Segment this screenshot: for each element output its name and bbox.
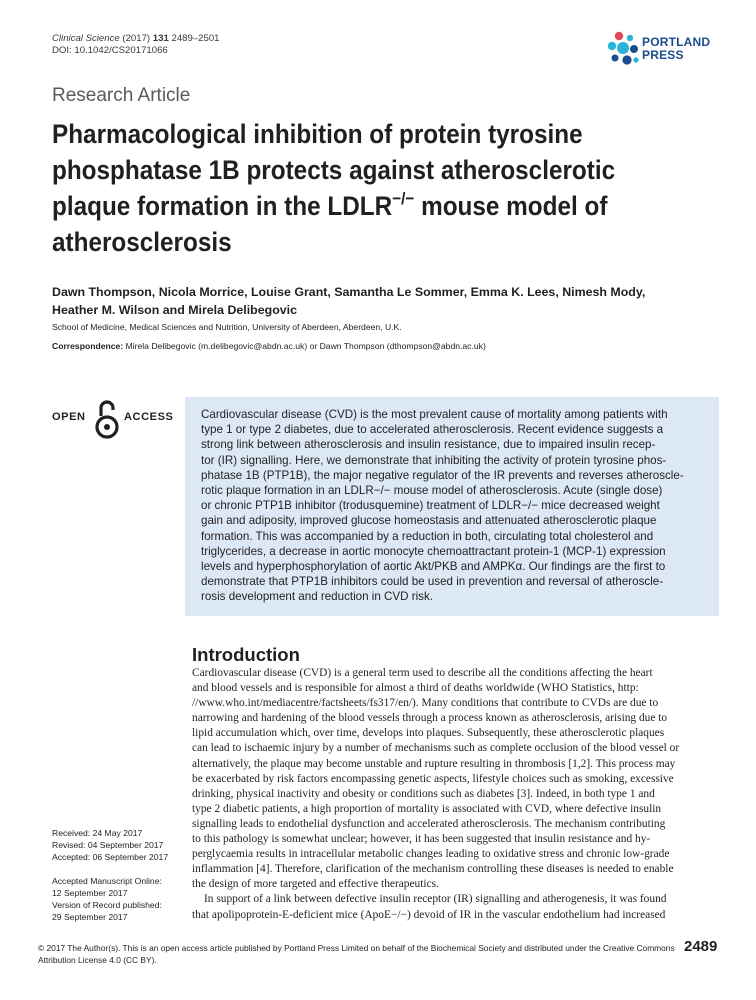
body-line: lipid accumulation which, over time, develops into plaques. Subsequently, these atherosclerotic plaques [192,727,665,740]
body-line: signalling leads to endothelial dysfunction and accelerated atherosclerosis. The mechanism contributing [192,817,666,830]
body-line: Cardiovascular disease (CVD) is a general term used to describe all the conditions affecting the heart [192,667,653,679]
submission-dates [52,827,168,863]
doi[interactable]: DOI: 10.1042/CS20171066 [52,45,168,56]
abstract-box [185,397,719,616]
logo-line-1: PORTLAND [642,35,711,49]
abstract-line: gain and adiposity, improved glucose homeostasis and attenuated atherosclerotic plaque [201,514,657,528]
journal-pages: 2489–2501 [168,33,220,44]
body-line: that apolipoprotein-E-deficient mice (ApoE−/−) devoid of IR in the vascular endothelium had increased [192,908,666,921]
article-type: Research Article [52,85,191,106]
body-line: In support of a link between defective insulin receptor (IR) signalling and atherogenesis, it was found [204,893,667,906]
authors-line-1: Dawn Thompson, Nicola Morrice, Louise Grant, Samantha Le Sommer, Emma K. Lees, Nimesh Mody, [52,285,646,299]
license-footer [38,942,675,966]
logo-line-2: PRESS [642,48,684,62]
footer-line-1: © 2017 The Author(s). This is an open access article published by Portland Press Limited on behalf of the Biochemical Society and distributed under the Creative Commons [38,943,675,953]
abstract-line: phatase 1B (PTP1B), the major negative regulator of the IR prevents and reverses atheroscle- [201,468,684,482]
affiliation: School of Medicine, Medical Sciences and Nutrition, University of Aberdeen, Aberdeen, U.K. [52,322,402,332]
title-line-4: atherosclerosis [52,227,232,257]
abstract-line: tor (IR) signalling. Here, we demonstrate that inhibiting the activity of protein tyrosine phos- [201,453,667,467]
publication-dates [52,875,162,923]
body-line: perglycaemia results in intracellular metabolic changes leading to oxidative stress and chronic low-grade [192,848,670,861]
authors-line-2: Heather M. Wilson and Mirela Delibegovic [52,303,297,317]
accepted-manuscript-date: 12 September 2017 [52,888,128,898]
body-line[interactable]: and blood vessels and is responsible for almost a third of deaths worldwide (WHO Statistics, http: [192,682,639,695]
body-line: the design of more targeted and effective therapeutics. [192,878,439,891]
footer-line-2: Attribution License 4.0 (CC BY). [38,955,157,965]
journal-name: Clinical Science [52,33,120,44]
logo-wordmark [642,36,710,62]
article-title [52,116,664,260]
title-line-1: Pharmacological inhibition of protein tyrosine [52,119,583,149]
abstract-line: levels and hyperphosphorylation of aortic Akt/PKB and AMPKα. Our findings are the first to [201,560,666,574]
portland-press-logo [606,30,722,72]
abstract-line: Cardiovascular disease (CVD) is the most prevalent cause of mortality among patients with [201,408,668,421]
abstract-line: type 1 or type 2 diabetes, due to accelerated atherosclerosis. Recent evidence suggests a [201,423,664,437]
title-line-3-post: mouse model of [414,191,608,221]
body-line: drinking, physical inactivity and obesity or conditions such as diabetes [3]. Indeed, in both type 1 and [192,787,655,800]
introduction-heading: Introduction [192,644,300,665]
abstract-line: formation. This was accompanied by a reduction in both, circulating total cholesterol and [201,529,654,543]
open-access-logo [52,398,180,440]
author-list [52,283,645,319]
abstract-line: demonstrate that PTP1B inhibitors could be used in prevention and reversal of atheroscle- [201,575,664,589]
title-line-2: phosphatase 1B protects against atherosclerotic [52,155,616,185]
body-line: to this pathology is somewhat unclear; however, it has been suggested that insulin resistance and hy- [192,833,651,846]
correspondence [52,341,486,351]
title-line-3-pre: plaque formation in the LDLR [52,191,393,221]
revised-date: Revised: 04 September 2017 [52,840,164,850]
portland-press-dots-icon [606,30,642,70]
version-of-record-label: Version of Record published: [52,900,162,910]
abstract-line: strong link between atherosclerosis and insulin resistance, due to impaired insulin recep- [201,438,656,452]
abstract-line: or chronic PTP1B inhibitor (trodusquemine) treatment of LDLR−/− mice decreased weight [201,499,660,513]
correspondence-label: Correspondence: [52,341,124,351]
open-lock-icon [94,398,120,440]
introduction-body [192,666,720,923]
body-line: narrowing and hardening of the blood vessels through a process known as atherosclerosis, arising due to [192,712,668,725]
body-line: inflammation [4]. Therefore, clarification of the mechanism controlling these diseases is needed to enable [192,863,674,876]
abstract-line: rosis development and reduction in CVD risk. [201,590,433,604]
journal-citation [52,33,220,45]
correspondence-text[interactable]: Mirela Delibegovic (m.delibegovic@abdn.ac.uk) or Dawn Thompson (dthompson@abdn.ac.uk) [123,341,486,351]
page-number: 2489 [684,938,718,955]
body-line: can lead to ischaemic injury by a number of mechanisms such as complete occlusion of the blood vessel or [192,742,680,755]
open-access-word-2: ACCESS [124,411,174,423]
accepted-date: Accepted: 06 September 2017 [52,852,169,862]
body-line: be exacerbated by risk factors encompassing genetic aspects, lifestyle choices such as smoking, excessive [192,772,674,785]
journal-year: (2017) [122,33,153,44]
abstract-line: rotic plaque formation in an LDLR−/− mouse model of atherosclerosis. Acute (single dose) [201,484,663,498]
title-superscript: −/− [392,189,415,208]
version-of-record-date: 29 September 2017 [52,912,128,922]
journal-volume: 131 [152,33,169,44]
body-line[interactable]: //www.who.int/mediacentre/factsheets/fs317/en/). Many conditions that contribute to CVDs are due to [192,697,659,710]
body-line: alternatively, the plaque may become unstable and rupture resulting in thrombosis [1,2]. This process may [192,757,676,770]
title-line-3 [52,188,664,224]
open-access-word-1: OPEN [52,411,86,423]
accepted-manuscript-label: Accepted Manuscript Online: [52,876,162,886]
received-date: Received: 24 May 2017 [52,828,143,838]
abstract-line: triglycerides, a decrease in aortic monocyte chemoattractant protein-1 (MCP-1) expression [201,544,666,558]
body-line: type 2 diabetic patients, a high proportion of mortality is associated with CVD, where defective insulin [192,802,662,815]
